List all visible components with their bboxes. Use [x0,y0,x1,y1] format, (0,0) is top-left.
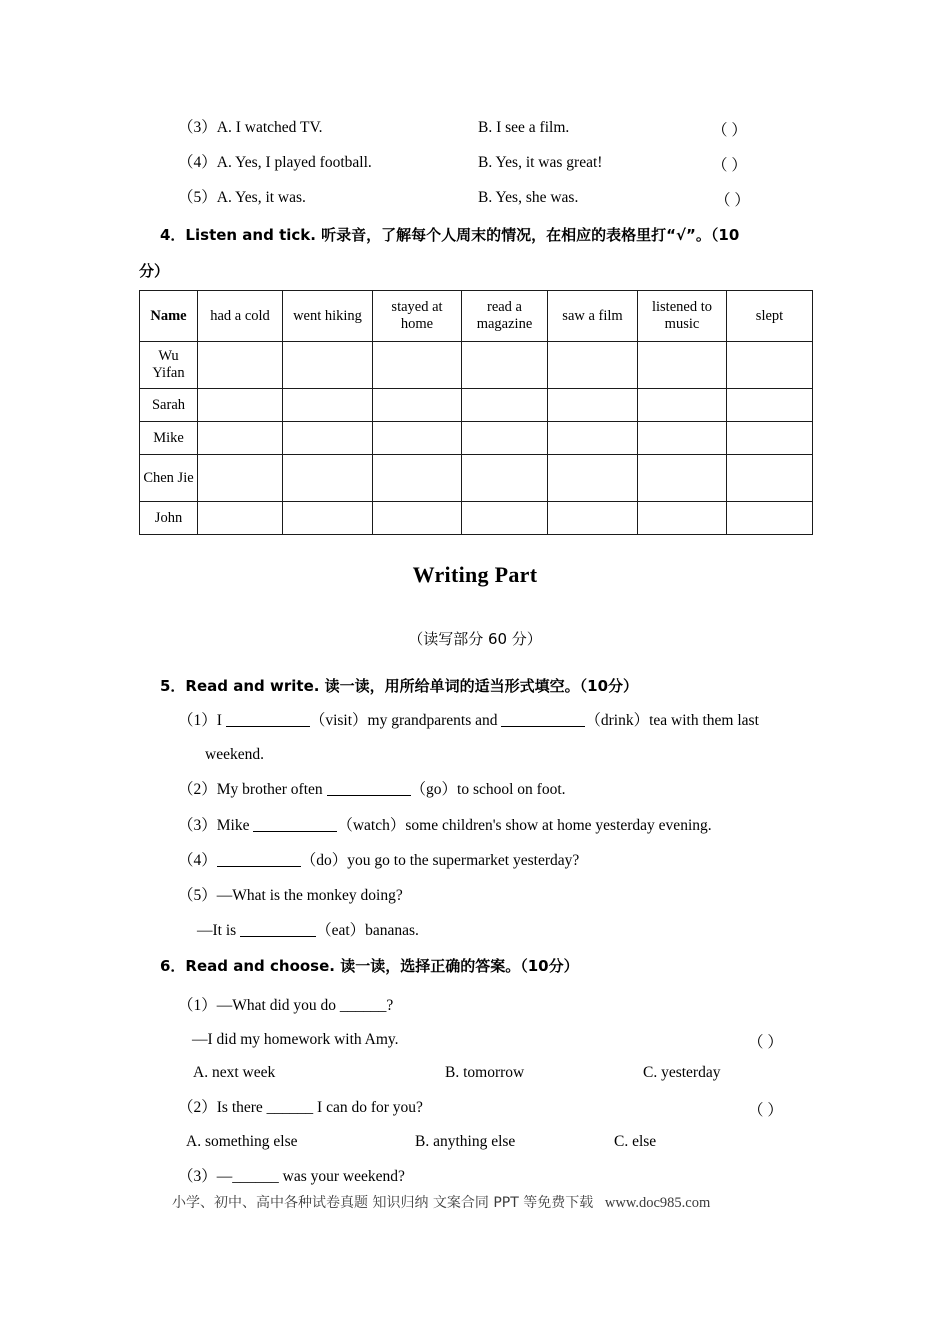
question-5-item-3 [178,816,712,836]
question-6-item-1-option-b[interactable]: B. tomorrow [445,1064,525,1081]
item-text-post: （watch）some children's show at home yesterday evening. [337,817,712,834]
footer-url: www.doc985.com [604,1195,711,1211]
question-6-item-2-option-c[interactable]: C. else [614,1133,657,1150]
tick-cell[interactable] [638,502,727,535]
tick-cell[interactable] [283,422,373,455]
question-4-heading-line-2: 分） [139,262,170,280]
tick-cell[interactable] [727,455,813,502]
row-name-john: John [140,502,198,535]
row-name-sarah: Sarah [140,389,198,422]
tick-cell[interactable] [727,389,813,422]
tick-cell[interactable] [283,389,373,422]
table-row [140,422,813,455]
listening-item-5-answer-box[interactable]: （ ） [715,192,750,209]
tick-cell[interactable] [373,389,462,422]
tick-cell[interactable] [638,342,727,389]
tick-cell[interactable] [373,455,462,502]
table-row [140,342,813,389]
footer-watermark [172,1192,710,1212]
question-5-item-5-line-2 [197,921,419,941]
tick-cell[interactable] [198,502,283,535]
question-6-item-2-answer-box[interactable]: （ ） [748,1102,783,1119]
tick-cell[interactable] [727,342,813,389]
tick-cell[interactable] [373,502,462,535]
item-number: （5） [178,189,217,206]
tick-cell[interactable] [548,342,638,389]
listening-item-5-option-b: B. Yes, she was. [478,189,579,206]
listening-item-3-answer-box[interactable]: （ ） [712,122,747,139]
tick-cell[interactable] [283,502,373,535]
tick-cell[interactable] [462,502,548,535]
option-a-text: A. I watched TV. [216,119,323,136]
tick-cell[interactable] [727,422,813,455]
item-text-mid: （visit）my grandparents and [309,712,502,729]
item-number: （2） [178,781,217,798]
tick-cell[interactable] [727,502,813,535]
question-6-item-2-option-a[interactable]: A. something else [186,1133,298,1150]
tick-cell[interactable] [462,455,548,502]
question-5-heading: 5．Read and write. 读一读，用所给单词的适当形式填空。（10分） [160,677,639,695]
table-row [140,502,813,535]
fill-in-blank[interactable] [501,726,585,727]
question-5-item-1 [178,711,759,731]
question-4-heading-line-1: 4．Listen and tick. 听录音，了解每个人周末的情况，在相应的表格里打“√”。（10 [160,226,740,244]
tick-cell[interactable] [548,389,638,422]
tick-cell[interactable] [198,455,283,502]
item-text-pre: I [216,712,226,729]
table-header-row [140,291,813,342]
tick-cell[interactable] [283,455,373,502]
tick-cell[interactable] [462,389,548,422]
tick-cell[interactable] [462,422,548,455]
tick-cell[interactable] [638,455,727,502]
item-text-post: （drink）tea with them last [585,712,759,729]
table-row [140,455,813,502]
footer-chinese-text: 小学、初中、高中各种试卷真题 知识归纳 文案合同 PPT 等免费下载 [172,1195,594,1211]
tick-cell[interactable] [198,422,283,455]
item-number: （1） [178,997,217,1014]
tick-cell[interactable] [198,389,283,422]
tick-cell[interactable] [198,342,283,389]
question-6-item-1-answer-box[interactable]: （ ） [748,1034,783,1051]
item-text: —What is the monkey doing? [216,887,403,904]
table-header-had-a-cold: had a cold [198,291,283,342]
item-number: （4） [178,154,217,171]
item-number: （3） [178,119,217,136]
item-text-post: （go）to school on foot. [410,781,566,798]
fill-in-blank[interactable] [217,866,301,867]
question-6-item-2-prompt [178,1098,423,1118]
question-6-item-2-option-b[interactable]: B. anything else [415,1133,516,1150]
item-number: （4） [178,852,217,869]
question-6-item-1-prompt-line-1 [178,996,393,1016]
listening-item-4-option-b: B. Yes, it was great! [478,154,603,171]
listening-item-3-option-a [178,118,323,138]
table-header-went-hiking: went hiking [283,291,373,342]
tick-cell[interactable] [373,342,462,389]
row-name-mike: Mike [140,422,198,455]
tick-cell[interactable] [548,422,638,455]
listening-item-4-option-a [178,153,372,173]
table-row [140,389,813,422]
item-number: （1） [178,712,217,729]
table-header-slept: slept [727,291,813,342]
tick-cell[interactable] [638,422,727,455]
tick-cell[interactable] [373,422,462,455]
item-text-post: （do）you go to the supermarket yesterday? [300,852,580,869]
fill-in-blank[interactable] [226,726,310,727]
table-header-read-a-magazine: read a magazine [462,291,548,342]
tick-cell[interactable] [548,455,638,502]
listening-item-4-answer-box[interactable]: （ ） [712,157,747,174]
page-title: Writing Part [412,562,538,587]
question-6-item-1-option-a[interactable]: A. next week [193,1064,276,1081]
item-number: （3） [178,817,217,834]
writing-part-subtitle: （读写部分 60 分） [408,630,542,648]
question-6-item-3-prompt [178,1167,405,1187]
row-name-chen-jie: Chen Jie [140,455,198,502]
table-header-name: Name [140,291,198,342]
question-6-item-1-option-c[interactable]: C. yesterday [643,1064,721,1081]
item-text-post: （eat）bananas. [316,922,419,939]
listening-item-3-option-b: B. I see a film. [478,119,570,136]
question-5-item-1-wrap: weekend. [205,746,264,763]
row-name-wu-yifan: Wu Yifan [140,342,198,389]
fill-in-blank[interactable] [240,936,316,937]
option-a-text: A. Yes, I played football. [216,154,372,171]
option-a-text: A. Yes, it was. [216,189,306,206]
item-text: —______ was your weekend? [216,1168,405,1185]
table-header-saw-a-film: saw a film [548,291,638,342]
item-text-pre: My brother often [216,781,327,798]
item-number: （5） [178,887,217,904]
item-text-pre: Mike [216,817,254,834]
question-5-item-2 [178,780,566,800]
tick-cell[interactable] [283,342,373,389]
table-header-stayed-at-home: stayed at home [373,291,462,342]
weekend-activities-table [139,290,813,535]
fill-in-blank[interactable] [327,795,411,796]
question-5-item-5-line-1 [178,886,403,906]
listening-item-5-option-a [178,188,306,208]
question-5-item-4 [178,851,579,871]
tick-cell[interactable] [462,342,548,389]
item-text: Is there ______ I can do for you? [216,1099,423,1116]
table-header-listened-to-music: listened to music [638,291,727,342]
tick-cell[interactable] [638,389,727,422]
question-6-item-1-prompt-line-2: —I did my homework with Amy. [192,1031,399,1048]
item-text-pre: —It is [197,922,241,939]
tick-cell[interactable] [548,502,638,535]
item-text: —What did you do ______? [216,997,394,1014]
fill-in-blank[interactable] [253,831,337,832]
item-number: （2） [178,1099,217,1116]
item-number: （3） [178,1168,217,1185]
question-6-heading: 6．Read and choose. 读一读，选择正确的答案。（10分） [160,957,579,975]
